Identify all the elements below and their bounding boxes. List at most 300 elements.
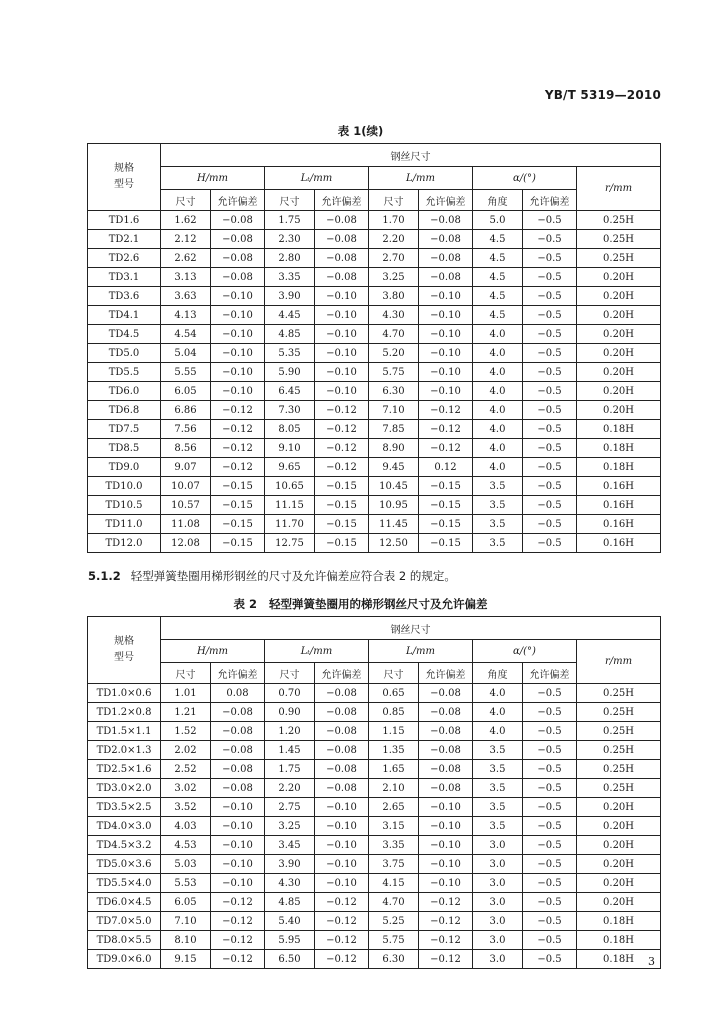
cell-l-size: 10.45: [369, 477, 419, 496]
cell-l-size: 6.30: [369, 950, 419, 969]
cell-model: TD10.5: [88, 496, 161, 515]
cell-l-size: 5.20: [369, 344, 419, 363]
cell-lt-tolerance: −0.08: [315, 268, 369, 287]
cell-h-size: 1.62: [161, 211, 211, 230]
cell-model: TD6.8: [88, 401, 161, 420]
cell-h-tolerance: −0.15: [211, 477, 265, 496]
cell-h-size: 2.52: [161, 760, 211, 779]
standard-code: YB/T 5319—2010: [544, 88, 661, 102]
cell-angle-tolerance: −0.5: [523, 893, 577, 912]
header-L: L/mm: [369, 167, 473, 190]
cell-model: TD3.5×2.5: [88, 798, 161, 817]
header-r: r/mm: [577, 167, 661, 211]
cell-model: TD3.6: [88, 287, 161, 306]
cell-model: TD9.0: [88, 458, 161, 477]
cell-h-tolerance: −0.10: [211, 798, 265, 817]
table-row: [88, 855, 661, 874]
cell-l-tolerance: −0.08: [419, 268, 473, 287]
table-row: [88, 420, 661, 439]
cell-l-size: 0.85: [369, 703, 419, 722]
cell-angle: 3.0: [473, 855, 523, 874]
cell-l-size: 1.15: [369, 722, 419, 741]
cell-h-tolerance: −0.10: [211, 836, 265, 855]
cell-lt-size: 3.35: [265, 268, 315, 287]
cell-angle: 4.5: [473, 287, 523, 306]
table-row: [88, 912, 661, 931]
cell-l-size: 0.65: [369, 684, 419, 703]
cell-lt-size: 9.10: [265, 439, 315, 458]
cell-l-size: 3.35: [369, 836, 419, 855]
header-angle: 角度: [473, 663, 523, 684]
cell-lt-size: 5.35: [265, 344, 315, 363]
header-tolerance: 允许偏差: [523, 190, 577, 211]
cell-lt-size: 1.75: [265, 760, 315, 779]
cell-h-tolerance: −0.12: [211, 931, 265, 950]
cell-angle-tolerance: −0.5: [523, 477, 577, 496]
cell-lt-size: 4.85: [265, 325, 315, 344]
table-row: [88, 249, 661, 268]
cell-angle-tolerance: −0.5: [523, 344, 577, 363]
cell-model: TD2.6: [88, 249, 161, 268]
cell-lt-tolerance: −0.10: [315, 382, 369, 401]
cell-lt-size: 2.30: [265, 230, 315, 249]
cell-radius: 0.20H: [577, 382, 661, 401]
cell-h-size: 9.15: [161, 950, 211, 969]
cell-lt-tolerance: −0.15: [315, 534, 369, 553]
header-H: H/mm: [161, 167, 265, 190]
table-row: [88, 401, 661, 420]
cell-model: TD5.5×4.0: [88, 874, 161, 893]
cell-lt-tolerance: −0.10: [315, 287, 369, 306]
cell-angle-tolerance: −0.5: [523, 496, 577, 515]
cell-angle: 4.5: [473, 230, 523, 249]
cell-lt-tolerance: −0.12: [315, 458, 369, 477]
cell-radius: 0.18H: [577, 950, 661, 969]
cell-angle-tolerance: −0.5: [523, 382, 577, 401]
header-size: 尺寸: [369, 663, 419, 684]
cell-lt-size: 11.70: [265, 515, 315, 534]
cell-model: TD7.5: [88, 420, 161, 439]
cell-lt-size: 5.90: [265, 363, 315, 382]
cell-lt-size: 11.15: [265, 496, 315, 515]
header-model: 规格 型号: [88, 617, 161, 684]
cell-h-tolerance: −0.10: [211, 306, 265, 325]
cell-h-tolerance: −0.12: [211, 912, 265, 931]
cell-radius: 0.18H: [577, 420, 661, 439]
cell-h-tolerance: −0.10: [211, 287, 265, 306]
cell-h-size: 3.02: [161, 779, 211, 798]
cell-lt-tolerance: −0.08: [315, 760, 369, 779]
cell-angle: 3.5: [473, 798, 523, 817]
cell-lt-size: 2.80: [265, 249, 315, 268]
cell-lt-tolerance: −0.12: [315, 893, 369, 912]
cell-h-tolerance: −0.10: [211, 382, 265, 401]
cell-lt-tolerance: −0.08: [315, 741, 369, 760]
cell-l-tolerance: −0.15: [419, 496, 473, 515]
header-tolerance: 允许偏差: [315, 663, 369, 684]
cell-angle: 3.5: [473, 779, 523, 798]
cell-lt-size: 8.05: [265, 420, 315, 439]
cell-angle: 4.0: [473, 722, 523, 741]
cell-lt-tolerance: −0.10: [315, 874, 369, 893]
cell-angle-tolerance: −0.5: [523, 817, 577, 836]
cell-l-size: 5.25: [369, 912, 419, 931]
cell-angle-tolerance: −0.5: [523, 703, 577, 722]
cell-angle-tolerance: −0.5: [523, 855, 577, 874]
cell-h-size: 6.86: [161, 401, 211, 420]
cell-angle-tolerance: −0.5: [523, 836, 577, 855]
cell-radius: 0.16H: [577, 496, 661, 515]
cell-angle: 3.5: [473, 515, 523, 534]
table2-caption: 表 2 轻型弹簧垫圈用的梯形钢丝尺寸及允许偏差: [233, 597, 488, 611]
cell-l-size: 2.20: [369, 230, 419, 249]
cell-lt-tolerance: −0.12: [315, 931, 369, 950]
cell-h-size: 2.02: [161, 741, 211, 760]
cell-h-tolerance: −0.15: [211, 496, 265, 515]
cell-lt-tolerance: −0.08: [315, 779, 369, 798]
table-row: [88, 211, 661, 230]
cell-radius: 0.25H: [577, 249, 661, 268]
cell-h-tolerance: −0.08: [211, 722, 265, 741]
table2-body: [88, 684, 661, 969]
cell-lt-size: 12.75: [265, 534, 315, 553]
cell-lt-tolerance: −0.15: [315, 515, 369, 534]
cell-lt-size: 5.95: [265, 931, 315, 950]
cell-l-tolerance: −0.12: [419, 401, 473, 420]
cell-lt-size: 3.45: [265, 836, 315, 855]
cell-lt-size: 2.20: [265, 779, 315, 798]
cell-l-size: 4.70: [369, 893, 419, 912]
cell-lt-size: 7.30: [265, 401, 315, 420]
cell-radius: 0.16H: [577, 515, 661, 534]
cell-radius: 0.18H: [577, 912, 661, 931]
cell-angle-tolerance: −0.5: [523, 287, 577, 306]
cell-h-size: 10.07: [161, 477, 211, 496]
cell-l-tolerance: −0.08: [419, 211, 473, 230]
cell-h-size: 5.55: [161, 363, 211, 382]
cell-l-tolerance: −0.10: [419, 344, 473, 363]
cell-model: TD3.1: [88, 268, 161, 287]
header-wire-dimensions: 钢丝尺寸: [161, 617, 661, 640]
cell-lt-size: 2.75: [265, 798, 315, 817]
table-row: [88, 703, 661, 722]
table-row: [88, 439, 661, 458]
cell-h-tolerance: −0.08: [211, 211, 265, 230]
cell-h-size: 3.52: [161, 798, 211, 817]
table-row: [88, 363, 661, 382]
table-row: [88, 325, 661, 344]
cell-lt-tolerance: −0.10: [315, 344, 369, 363]
cell-l-tolerance: −0.10: [419, 798, 473, 817]
cell-h-tolerance: −0.10: [211, 325, 265, 344]
cell-h-tolerance: −0.08: [211, 760, 265, 779]
table-row: [88, 496, 661, 515]
cell-l-size: 5.75: [369, 931, 419, 950]
cell-lt-size: 3.25: [265, 817, 315, 836]
table-row: [88, 760, 661, 779]
cell-lt-tolerance: −0.12: [315, 950, 369, 969]
cell-radius: 0.16H: [577, 477, 661, 496]
cell-l-tolerance: −0.15: [419, 477, 473, 496]
cell-angle: 4.0: [473, 703, 523, 722]
cell-lt-size: 0.70: [265, 684, 315, 703]
cell-angle: 3.0: [473, 950, 523, 969]
cell-h-size: 2.12: [161, 230, 211, 249]
table-row: [88, 950, 661, 969]
cell-angle-tolerance: −0.5: [523, 950, 577, 969]
cell-l-size: 1.65: [369, 760, 419, 779]
cell-h-tolerance: −0.12: [211, 401, 265, 420]
table-row: [88, 931, 661, 950]
table-row: [88, 722, 661, 741]
cell-lt-size: 4.30: [265, 874, 315, 893]
cell-h-size: 10.57: [161, 496, 211, 515]
cell-angle: 3.0: [473, 874, 523, 893]
cell-radius: 0.25H: [577, 741, 661, 760]
cell-angle-tolerance: −0.5: [523, 268, 577, 287]
cell-model: TD5.0: [88, 344, 161, 363]
clause-text: 轻型弹簧垫圈用梯形钢丝的尺寸及允许偏差应符合表 2 的规定。: [130, 569, 456, 583]
cell-l-tolerance: −0.10: [419, 325, 473, 344]
header-L: L/mm: [369, 640, 473, 663]
cell-l-size: 3.25: [369, 268, 419, 287]
cell-l-size: 10.95: [369, 496, 419, 515]
cell-l-tolerance: −0.10: [419, 287, 473, 306]
cell-h-size: 6.05: [161, 382, 211, 401]
cell-h-tolerance: −0.12: [211, 950, 265, 969]
cell-angle-tolerance: −0.5: [523, 874, 577, 893]
cell-l-size: 7.85: [369, 420, 419, 439]
cell-model: TD6.0×4.5: [88, 893, 161, 912]
cell-model: TD8.0×5.5: [88, 931, 161, 950]
table-row: [88, 287, 661, 306]
cell-angle-tolerance: −0.5: [523, 779, 577, 798]
cell-radius: 0.20H: [577, 344, 661, 363]
table-row: [88, 477, 661, 496]
cell-lt-tolerance: −0.08: [315, 230, 369, 249]
table1-body: [88, 211, 661, 553]
cell-l-size: 5.75: [369, 363, 419, 382]
cell-angle-tolerance: −0.5: [523, 401, 577, 420]
header-r: r/mm: [577, 640, 661, 684]
table-row: [88, 874, 661, 893]
cell-h-size: 4.03: [161, 817, 211, 836]
cell-lt-size: 4.45: [265, 306, 315, 325]
header-tolerance: 允许偏差: [211, 190, 265, 211]
cell-h-tolerance: −0.10: [211, 817, 265, 836]
header-tolerance: 允许偏差: [523, 663, 577, 684]
cell-angle: 4.0: [473, 344, 523, 363]
cell-angle-tolerance: −0.5: [523, 458, 577, 477]
cell-angle: 3.0: [473, 912, 523, 931]
cell-model: TD8.5: [88, 439, 161, 458]
cell-angle-tolerance: −0.5: [523, 230, 577, 249]
cell-l-tolerance: −0.08: [419, 703, 473, 722]
cell-lt-tolerance: −0.10: [315, 836, 369, 855]
cell-radius: 0.20H: [577, 817, 661, 836]
cell-radius: 0.20H: [577, 836, 661, 855]
cell-h-size: 6.05: [161, 893, 211, 912]
cell-model: TD3.0×2.0: [88, 779, 161, 798]
cell-angle: 5.0: [473, 211, 523, 230]
cell-angle-tolerance: −0.5: [523, 741, 577, 760]
cell-radius: 0.20H: [577, 268, 661, 287]
cell-h-size: 7.56: [161, 420, 211, 439]
cell-radius: 0.18H: [577, 931, 661, 950]
header-alpha: α/(°): [473, 640, 577, 663]
cell-l-tolerance: −0.10: [419, 817, 473, 836]
cell-l-tolerance: −0.10: [419, 855, 473, 874]
cell-model: TD4.1: [88, 306, 161, 325]
cell-lt-size: 1.20: [265, 722, 315, 741]
cell-model: TD1.2×0.8: [88, 703, 161, 722]
cell-angle: 3.0: [473, 931, 523, 950]
cell-h-size: 3.63: [161, 287, 211, 306]
cell-model: TD1.6: [88, 211, 161, 230]
cell-h-tolerance: −0.08: [211, 230, 265, 249]
cell-model: TD7.0×5.0: [88, 912, 161, 931]
table-row: [88, 382, 661, 401]
cell-model: TD2.0×1.3: [88, 741, 161, 760]
cell-h-size: 1.52: [161, 722, 211, 741]
cell-l-tolerance: −0.10: [419, 836, 473, 855]
cell-angle-tolerance: −0.5: [523, 931, 577, 950]
cell-h-size: 5.53: [161, 874, 211, 893]
cell-lt-size: 6.50: [265, 950, 315, 969]
cell-model: TD11.0: [88, 515, 161, 534]
cell-angle-tolerance: −0.5: [523, 211, 577, 230]
cell-radius: 0.20H: [577, 401, 661, 420]
cell-l-size: 3.75: [369, 855, 419, 874]
cell-lt-size: 6.45: [265, 382, 315, 401]
cell-l-size: 8.90: [369, 439, 419, 458]
cell-angle-tolerance: −0.5: [523, 912, 577, 931]
header-size: 尺寸: [369, 190, 419, 211]
cell-l-tolerance: −0.12: [419, 420, 473, 439]
page-number: 3: [648, 955, 655, 968]
table1-caption: 表 1(续): [337, 124, 384, 138]
cell-angle: 3.0: [473, 836, 523, 855]
cell-lt-tolerance: −0.15: [315, 496, 369, 515]
cell-radius: 0.20H: [577, 798, 661, 817]
cell-h-size: 5.03: [161, 855, 211, 874]
cell-angle: 3.5: [473, 477, 523, 496]
cell-h-tolerance: −0.08: [211, 249, 265, 268]
table1: [87, 143, 661, 553]
cell-lt-tolerance: −0.12: [315, 912, 369, 931]
table-row: [88, 836, 661, 855]
cell-radius: 0.16H: [577, 534, 661, 553]
cell-lt-size: 1.45: [265, 741, 315, 760]
table-row: [88, 684, 661, 703]
cell-h-tolerance: −0.08: [211, 268, 265, 287]
cell-h-size: 9.07: [161, 458, 211, 477]
cell-model: TD1.5×1.1: [88, 722, 161, 741]
cell-lt-size: 0.90: [265, 703, 315, 722]
cell-l-tolerance: −0.08: [419, 230, 473, 249]
table-row: [88, 817, 661, 836]
header-tolerance: 允许偏差: [211, 663, 265, 684]
table-row: [88, 534, 661, 553]
cell-angle: 4.0: [473, 439, 523, 458]
cell-lt-tolerance: −0.08: [315, 703, 369, 722]
cell-h-size: 8.10: [161, 931, 211, 950]
cell-lt-size: 3.90: [265, 855, 315, 874]
cell-angle: 3.5: [473, 741, 523, 760]
cell-lt-size: 4.85: [265, 893, 315, 912]
cell-lt-size: 10.65: [265, 477, 315, 496]
header-size: 尺寸: [265, 663, 315, 684]
cell-radius: 0.20H: [577, 893, 661, 912]
cell-l-tolerance: −0.08: [419, 722, 473, 741]
cell-h-size: 1.01: [161, 684, 211, 703]
cell-h-size: 2.62: [161, 249, 211, 268]
cell-model: TD2.5×1.6: [88, 760, 161, 779]
table-row: [88, 458, 661, 477]
cell-lt-tolerance: −0.12: [315, 401, 369, 420]
cell-h-tolerance: 0.08: [211, 684, 265, 703]
cell-lt-tolerance: −0.08: [315, 211, 369, 230]
cell-h-tolerance: −0.08: [211, 703, 265, 722]
cell-h-tolerance: −0.08: [211, 779, 265, 798]
cell-h-tolerance: −0.10: [211, 874, 265, 893]
cell-angle-tolerance: −0.5: [523, 249, 577, 268]
cell-l-tolerance: −0.12: [419, 893, 473, 912]
cell-l-size: 12.50: [369, 534, 419, 553]
cell-l-tolerance: −0.10: [419, 874, 473, 893]
cell-radius: 0.25H: [577, 760, 661, 779]
cell-model: TD4.0×3.0: [88, 817, 161, 836]
cell-angle-tolerance: −0.5: [523, 306, 577, 325]
header-tolerance: 允许偏差: [315, 190, 369, 211]
cell-l-tolerance: −0.12: [419, 439, 473, 458]
cell-l-size: 2.10: [369, 779, 419, 798]
table-row: [88, 798, 661, 817]
cell-l-tolerance: −0.10: [419, 382, 473, 401]
cell-radius: 0.20H: [577, 363, 661, 382]
cell-radius: 0.20H: [577, 325, 661, 344]
cell-l-size: 2.65: [369, 798, 419, 817]
cell-angle-tolerance: −0.5: [523, 439, 577, 458]
header-tolerance: 允许偏差: [419, 190, 473, 211]
cell-angle-tolerance: −0.5: [523, 420, 577, 439]
cell-angle: 4.0: [473, 458, 523, 477]
cell-angle-tolerance: −0.5: [523, 760, 577, 779]
header-H: H/mm: [161, 640, 265, 663]
cell-angle: 4.0: [473, 420, 523, 439]
cell-lt-size: 5.40: [265, 912, 315, 931]
cell-h-tolerance: −0.12: [211, 458, 265, 477]
cell-h-size: 5.04: [161, 344, 211, 363]
cell-l-size: 11.45: [369, 515, 419, 534]
cell-lt-tolerance: −0.08: [315, 684, 369, 703]
cell-l-tolerance: −0.08: [419, 741, 473, 760]
cell-l-tolerance: −0.08: [419, 760, 473, 779]
cell-angle-tolerance: −0.5: [523, 534, 577, 553]
cell-angle-tolerance: −0.5: [523, 798, 577, 817]
cell-h-size: 11.08: [161, 515, 211, 534]
cell-radius: 0.25H: [577, 722, 661, 741]
cell-lt-tolerance: −0.08: [315, 249, 369, 268]
cell-lt-tolerance: −0.12: [315, 420, 369, 439]
cell-h-size: 3.13: [161, 268, 211, 287]
cell-h-size: 7.10: [161, 912, 211, 931]
cell-l-size: 4.15: [369, 874, 419, 893]
cell-lt-tolerance: −0.15: [315, 477, 369, 496]
cell-l-tolerance: −0.08: [419, 684, 473, 703]
cell-angle: 4.0: [473, 325, 523, 344]
cell-radius: 0.20H: [577, 287, 661, 306]
